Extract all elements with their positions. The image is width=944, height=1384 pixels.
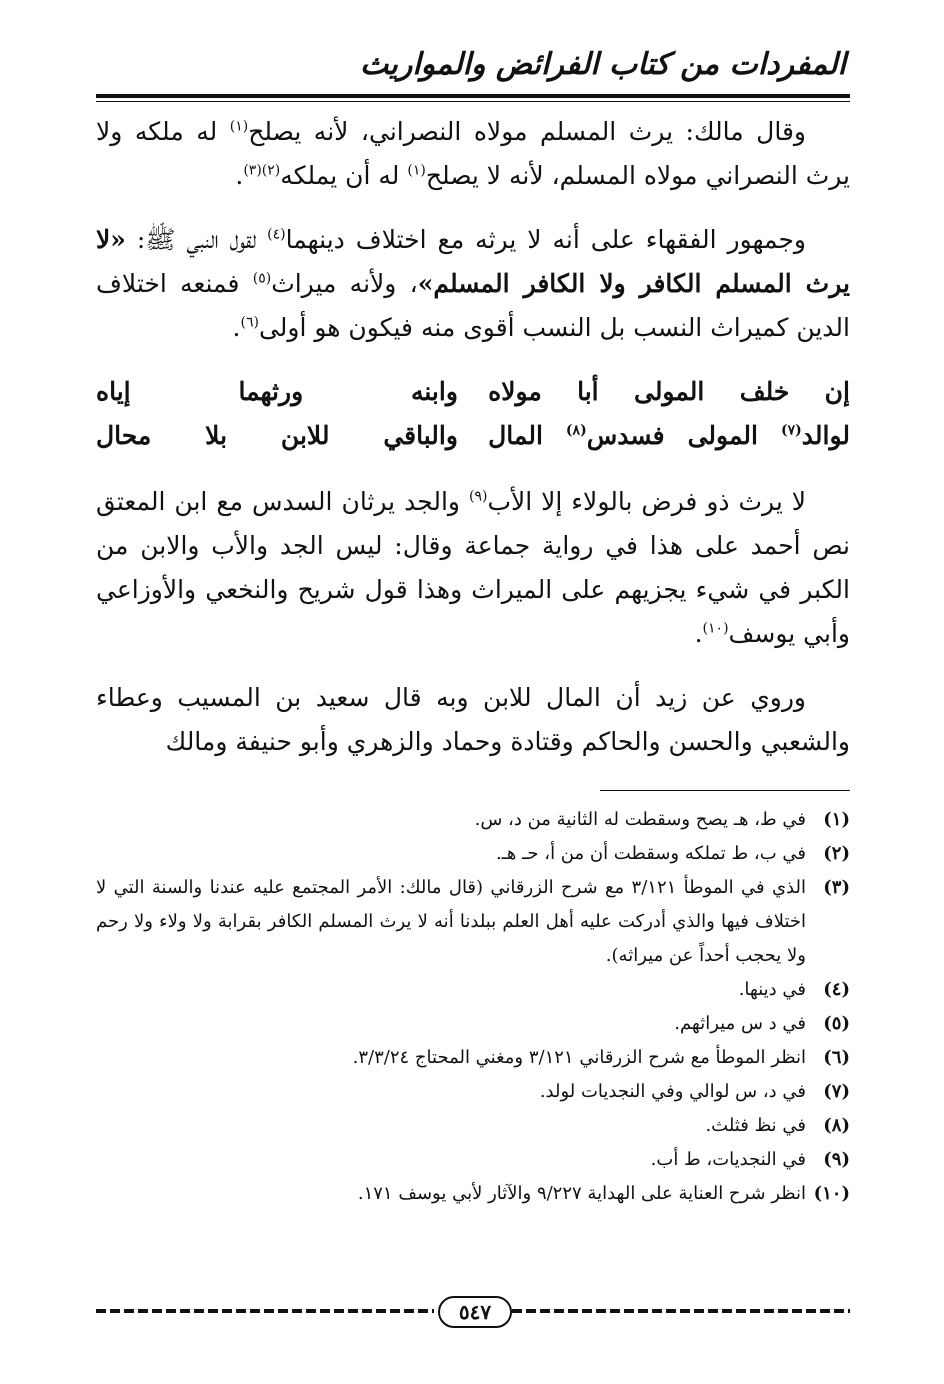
footnote (96, 1007, 850, 1041)
p2-text-a: وجمهور الفقهاء على أنه لا يرثه مع اختلاف دينهما (285, 225, 806, 254)
p4-text-a: وروي عن زيد أن المال للابن وبه قال سعيد بن المسيب وعطاء والشعبي والحسن والحاكم وقتادة وحماد والزهري وأبو حنيفة ومالك (96, 683, 850, 756)
page-footer (96, 1296, 850, 1326)
p2-text-e: . (232, 313, 241, 342)
paragraph-1 (96, 110, 850, 198)
p1-text-b: له ملكه ولا يرث النصراني مولاه المسلم، لأنه لا يصلح (96, 117, 850, 190)
footnote-number: (٣) (823, 877, 850, 898)
footnote-ref: (٢)(٣) (243, 162, 281, 179)
verse-2-word: المولى فسدس (586, 421, 781, 450)
footnote-text: في ط، هـ يصح وسقطت له الثانية من د، س. (474, 809, 806, 830)
footnote-number: (٢) (823, 843, 850, 864)
footnote-number: (٥) (823, 1013, 850, 1034)
running-header: المفردات من كتاب الفرائض والمواريث (360, 47, 846, 82)
footnote (96, 973, 850, 1007)
footnote-ref: (٧) (781, 422, 802, 439)
footnote-text: في ب، ط تملكه وسقطت أن من أ، حـ هـ. (495, 843, 806, 864)
footnote-ref: (١) (407, 162, 426, 179)
paragraph-4 (96, 676, 850, 764)
footnote-ref: (٦) (240, 314, 259, 331)
footnote-number: (١) (823, 809, 850, 830)
footnote-text: في النجديات، ط أب. (650, 1149, 806, 1170)
p3-text-b: والجد يرثان السدس مع ابن المعتق نص أحمد على هذا في رواية جماعة وقال: ليس الجد والأب والابن من الكبر في شيء يجزيهم على الميراث وهذا قول شريح والنخعي والأوزاعي وأبي يوسف (96, 487, 850, 648)
p3-text-a: لا يرث ذو فرض بالولاء إلا الأب (487, 487, 806, 516)
footnote-number: (٤) (823, 979, 850, 1000)
footnote-separator (600, 790, 850, 791)
verse-1-first-half: إن خلف المولى أبا مولاه (488, 377, 850, 406)
main-text-continued (96, 480, 850, 764)
p3-text-c: . (694, 619, 703, 648)
footnote-text: في د، س لوالي وفي النجديات لولد. (539, 1081, 806, 1102)
footnote (96, 1177, 850, 1211)
footnote (96, 1075, 850, 1109)
footnote-number: (٧) (823, 1081, 850, 1102)
p2-text-c: ، ولأنه ميراث (271, 269, 418, 298)
footnote-text: انظر شرح العناية على الهداية ٩/٢٢٧ والآثار لأبي يوسف ١٧١. (357, 1183, 806, 1204)
footnote-number: (٨) (823, 1115, 850, 1136)
footnote (96, 871, 850, 973)
footnote-text: في د س ميراثهم. (674, 1013, 806, 1034)
footnote (96, 1143, 850, 1177)
verse-line-1 (96, 370, 850, 414)
footnote-number: (١٠) (813, 1183, 850, 1204)
hadith-quote: «لا يرث المسلم الكافر ولا الكافر المسلم» (96, 225, 850, 298)
footnote-ref: (٨) (565, 422, 587, 439)
verse-2-word: المال (488, 421, 566, 450)
footer-dash-left (96, 1309, 434, 1313)
footnote-ref: (٥) (252, 270, 272, 287)
p2-text-b: لقول النبي ﷺ: (125, 225, 268, 254)
footnote-text: الذي في الموطأ ٣/١٢١ مع شرح الزرقاني (قال مالك: الأمر المجتمع عليه عندنا والسنة التي لا اختلاف فيها والذي أدركت عليه أهل العلم ببلدنا أنه لا يرث المسلم الكافر بقرابة ولا ولاء ولا رحم ولا يحجب أحداً عن ميراثه). (96, 877, 806, 966)
footnote (96, 837, 850, 871)
footnote-text: في نظ فثلث. (705, 1115, 806, 1136)
footnote (96, 1109, 850, 1143)
footnote-text: انظر الموطأ مع شرح الزرقاني ٣/١٢١ ومغني المحتاج ٣/٣/٢٤. (352, 1047, 806, 1068)
paragraph-2 (96, 218, 850, 350)
footnote (96, 1041, 850, 1075)
footnote-ref: (٩) (468, 488, 488, 505)
poem-verses (96, 370, 850, 458)
footnote-ref: (١) (229, 118, 249, 135)
page (96, 40, 850, 1350)
verse-1-second-half: وابنه ورثهما إياه (96, 377, 458, 406)
main-text (96, 110, 850, 350)
verse-2-first-half (488, 414, 850, 458)
footer-dash-right (512, 1309, 850, 1313)
footnotes (96, 803, 850, 1211)
verse-2-word: لوالد (801, 421, 850, 450)
page-number: ٥٤٧ (438, 1296, 512, 1328)
p2-text-d: فمنعه اختلاف الدين كميراث النسب بل النسب أقوى منه فيكون هو أولى (96, 269, 850, 342)
header-rule-thin (96, 101, 850, 102)
p1-text-c: له أن يملكه (280, 161, 408, 190)
footnote-ref: (٤) (267, 226, 286, 243)
p1-text-a: وقال مالك: يرث المسلم مولاه النصراني، لأنه يصلح (248, 117, 806, 146)
footnote-text: في دينها. (738, 979, 806, 1000)
verse-line-2 (96, 414, 850, 458)
footnote (96, 803, 850, 837)
footnote-ref: (١٠) (702, 620, 729, 637)
footnote-number: (٦) (823, 1047, 850, 1068)
verse-2-second-half: والباقي للابن بلا محال (96, 421, 458, 450)
paragraph-3 (96, 480, 850, 656)
header-rule-thick (96, 94, 850, 98)
p1-text-d: . (235, 161, 244, 190)
footnote-number: (٩) (823, 1149, 850, 1170)
